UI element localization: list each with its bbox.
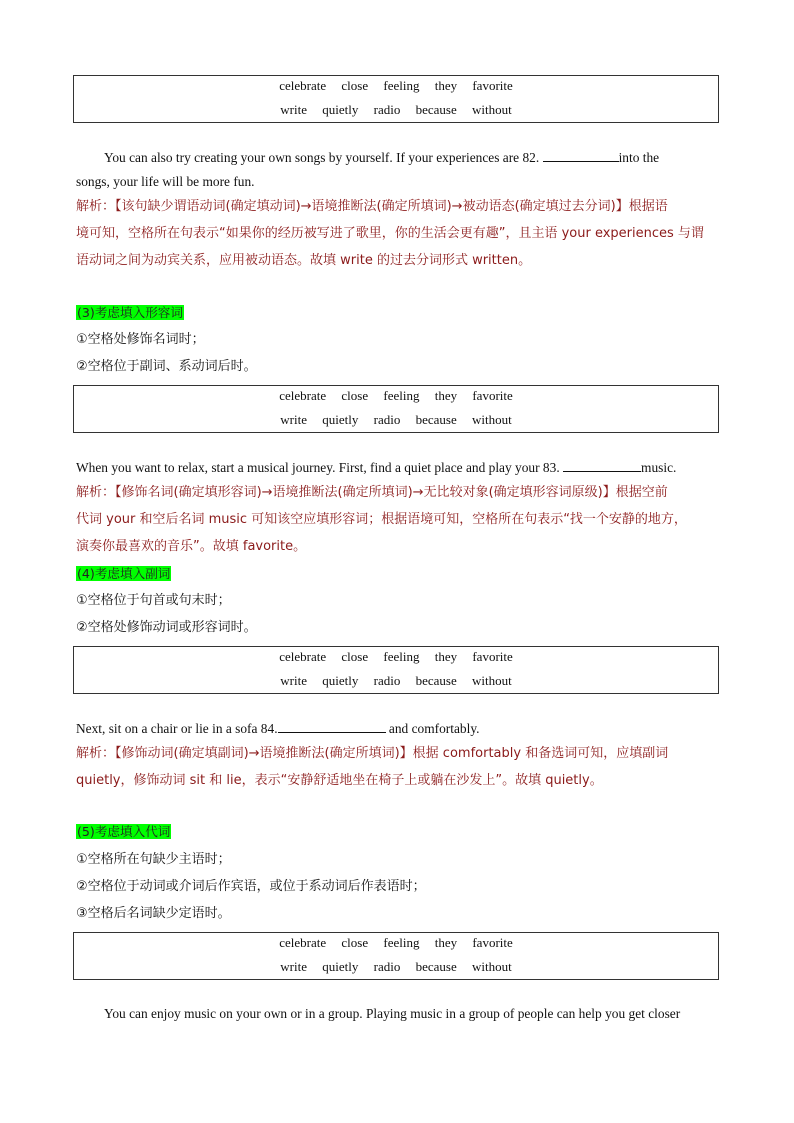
word-bank-item: radio	[373, 102, 401, 117]
section-heading	[76, 823, 171, 842]
word-bank-item: feeling	[383, 388, 420, 403]
word-bank-item: feeling	[383, 78, 420, 93]
question-83-line: When you want to relax, start a musical journey. First, find a quiet place and play your 83. music.	[76, 460, 677, 475]
analysis-83-line1: 解析：【修饰名词(确定填形容词)→语境推断法(确定所填词)→无比较对象(确定填形容词原级)】根据空前	[76, 485, 668, 500]
word-bank-item: favorite	[472, 388, 513, 403]
word-bank-row	[74, 412, 718, 428]
word-bank-item: because	[415, 673, 457, 688]
word-bank-item: favorite	[472, 935, 513, 950]
word-bank-item: close	[341, 388, 369, 403]
rule-line: ①空格所在句缺少主语时；	[76, 852, 231, 867]
question-82-line2: songs, your life will be more fun.	[76, 174, 255, 189]
word-bank-item: close	[341, 935, 369, 950]
word-bank-item: quietly	[322, 959, 359, 974]
answer-blank-83[interactable]	[563, 458, 641, 472]
section-heading	[76, 304, 184, 323]
rule-line: ②空格处修饰动词或形容词时。	[76, 620, 257, 635]
word-bank-item: celebrate	[279, 649, 327, 664]
word-bank-item: celebrate	[279, 935, 327, 950]
word-bank-row	[74, 673, 718, 689]
answer-blank-82[interactable]	[543, 148, 619, 162]
word-bank-item: because	[415, 412, 457, 427]
word-bank-item: because	[415, 959, 457, 974]
question-84-line: Next, sit on a chair or lie in a sofa 84. and comfortably.	[76, 721, 480, 736]
analysis-82-line3: 语动词之间为动宾关系，应用被动语态。故填 write 的过去分词形式 written。	[76, 253, 532, 268]
word-bank-item: without	[471, 102, 512, 117]
word-bank-item: radio	[373, 959, 401, 974]
analysis-84-line2: quietly，修饰动词 sit 和 lie，表示“安静舒适地坐在椅子上或躺在沙发上”。故填 quietly。	[76, 773, 603, 788]
rule-line: ③空格后名词缺少定语时。	[76, 906, 231, 921]
word-bank-row	[74, 959, 718, 975]
word-bank-box	[73, 385, 719, 433]
rule-line: ②空格位于动词或介词后作宾语，或位于系动词后作表语时；	[76, 879, 426, 894]
word-bank-item: they	[434, 78, 458, 93]
word-bank-row	[74, 78, 718, 94]
word-bank-box	[73, 932, 719, 980]
word-bank-item: quietly	[322, 412, 359, 427]
word-bank-item: without	[471, 673, 512, 688]
rule-line: ①空格处修饰名词时；	[76, 332, 205, 347]
word-bank-item: celebrate	[279, 388, 327, 403]
word-bank-item: they	[434, 935, 458, 950]
word-bank-item: quietly	[322, 673, 359, 688]
word-bank-item: feeling	[383, 935, 420, 950]
word-bank-item: they	[434, 388, 458, 403]
analysis-83-line3: 演奏你最喜欢的音乐”。故填 favorite。	[76, 539, 307, 554]
highlighted-heading: (3)考虑填入形容词	[77, 305, 183, 320]
word-bank-item: they	[434, 649, 458, 664]
word-bank-row	[74, 649, 718, 665]
word-bank-item: write	[280, 673, 307, 688]
analysis-82-line1: 解析：【该句缺少谓语动词(确定填动词)→语境推断法(确定所填词)→被动语态(确定填过去分词)】根据语	[76, 199, 668, 214]
paragraph-line: You can enjoy music on your own or in a group. Playing music in a group of people can help you get closer	[104, 1006, 681, 1021]
answer-blank-84[interactable]	[278, 719, 386, 733]
question-82-line1: You can also try creating your own songs by yourself. If your experiences are 82. into the	[104, 150, 660, 165]
word-bank-item: radio	[373, 412, 401, 427]
word-bank-item: close	[341, 649, 369, 664]
word-bank-row	[74, 102, 718, 118]
word-bank-item: write	[280, 412, 307, 427]
word-bank-item: because	[415, 102, 457, 117]
section-heading	[76, 565, 171, 584]
analysis-82-line2: 境可知，空格所在句表示“如果你的经历被写进了歌里，你的生活会更有趣”，且主语 your experiences 与谓	[76, 226, 704, 241]
word-bank-item: without	[471, 412, 512, 427]
word-bank-row	[74, 388, 718, 404]
highlighted-heading: (4)考虑填入副词	[77, 566, 171, 581]
highlighted-heading: (5)考虑填入代词	[77, 824, 171, 839]
word-bank-box	[73, 646, 719, 694]
word-bank-box	[73, 75, 719, 123]
word-bank-item: favorite	[472, 78, 513, 93]
word-bank-item: quietly	[322, 102, 359, 117]
word-bank-item: write	[280, 959, 307, 974]
rule-line: ②空格位于副词、系动词后时。	[76, 359, 257, 374]
word-bank-item: without	[471, 959, 512, 974]
word-bank-item: radio	[373, 673, 401, 688]
analysis-83-line2: 代词 your 和空后名词 music 可知该空应填形容词；根据语境可知，空格所在句表示“找一个安静的地方，	[76, 512, 687, 527]
word-bank-item: favorite	[472, 649, 513, 664]
word-bank-item: feeling	[383, 649, 420, 664]
word-bank-item: write	[280, 102, 307, 117]
analysis-84-line1: 解析：【修饰动词(确定填副词)→语境推断法(确定所填词)】根据 comfortably 和备选词可知，应填副词	[76, 746, 669, 761]
word-bank-item: close	[341, 78, 369, 93]
word-bank-row	[74, 935, 718, 951]
rule-line: ①空格位于句首或句末时；	[76, 593, 231, 608]
word-bank-item: celebrate	[279, 78, 327, 93]
